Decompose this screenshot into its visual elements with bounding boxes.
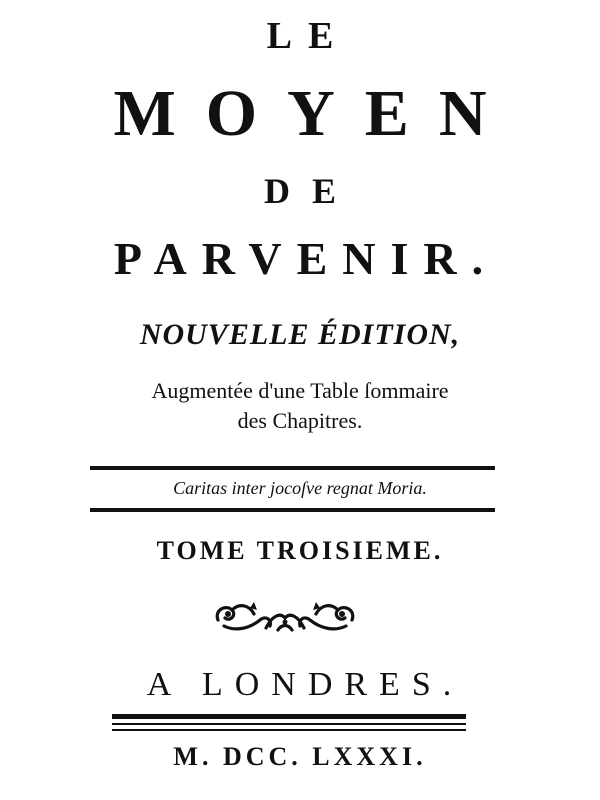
imprint-rule-thin-2 [112,729,466,731]
motto-rule-top [90,466,495,470]
volume-statement: TOME TROISIEME. [156,536,444,565]
imprint-rule-thin-1 [112,723,466,725]
imprint-date: M. DCC. LXXXI. [173,742,427,771]
title-line-parvenir: PARVENIR. [113,233,499,284]
title-line-moyen: MOYEN [113,77,517,150]
title-line-le: LE [266,15,350,57]
motto: Caritas inter jocoſve regnat Moria. [173,478,427,498]
motto-rule-bottom [90,508,495,512]
title-line-de: DE [263,171,358,211]
augmentation-line-1: Augmentée d'une Table ſommaire [151,378,449,403]
edition-statement: NOUVELLE ÉDITION, [139,318,461,351]
imprint-place: A LONDRES. [146,666,464,703]
fleuron-scroll-ornament-icon [210,598,360,638]
imprint-rule-thick [112,714,466,719]
augmentation-line-2: des Chapitres. [237,408,363,433]
